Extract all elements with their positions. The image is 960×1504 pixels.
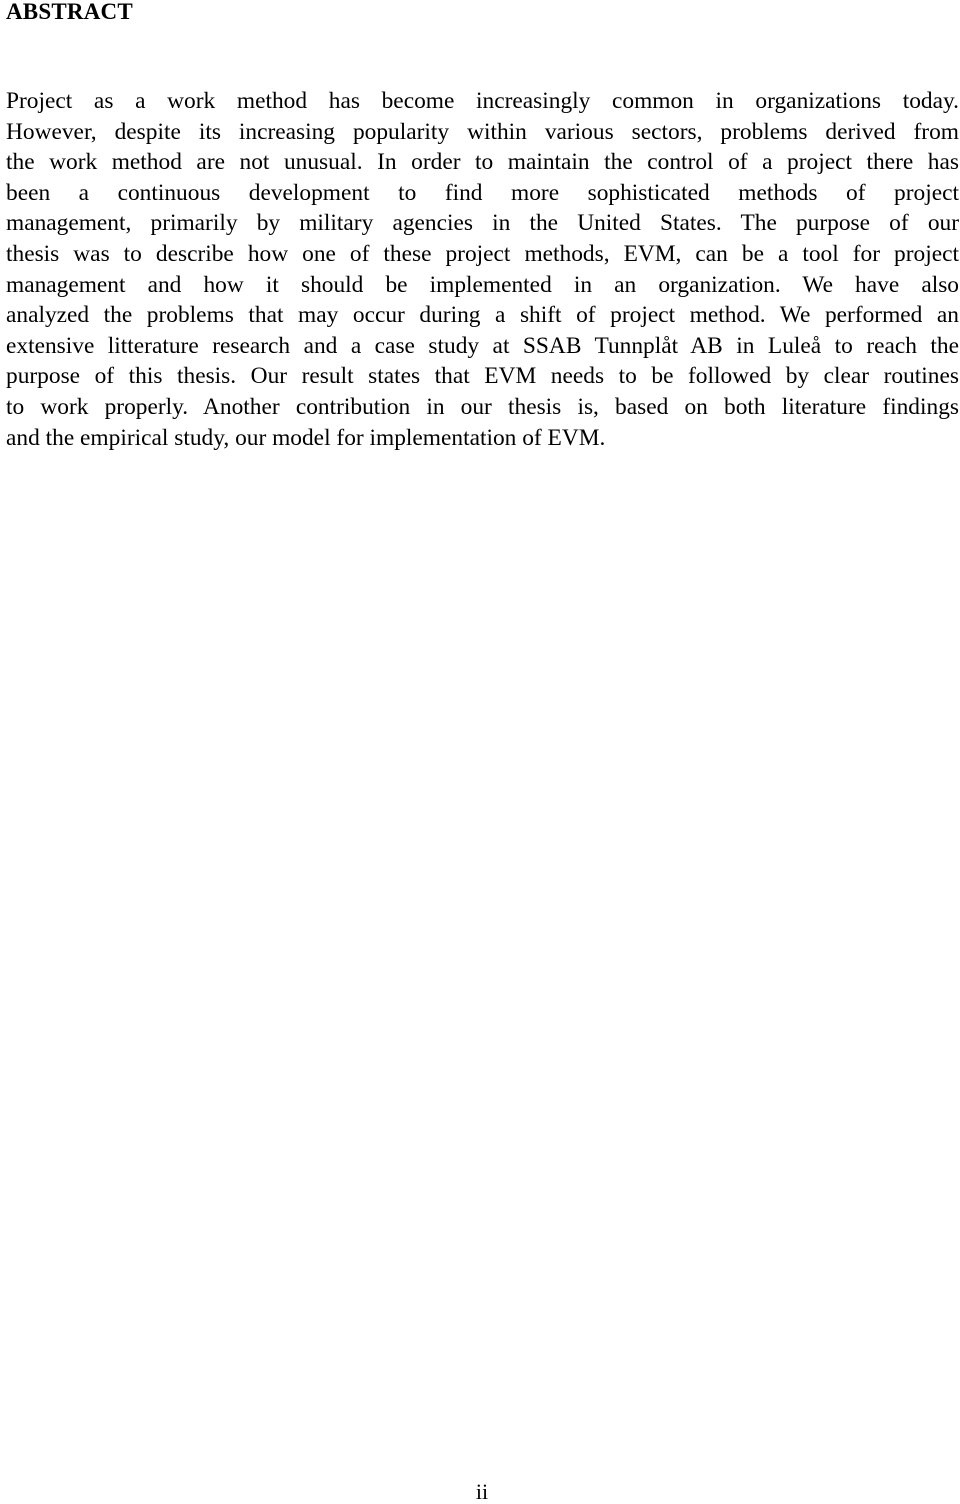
abstract-line: to work properly. Another contribution in our thesis is, based on both literature findings xyxy=(6,393,959,420)
abstract-line: been a continuous development to find more sophisticated methods of project xyxy=(6,179,959,206)
abstract-line: the work method are not unusual. In order to maintain the control of a project there has xyxy=(6,149,959,176)
abstract-line: Project as a work method has become increasingly common in organizations today. xyxy=(6,88,959,114)
abstract-paragraph xyxy=(6,86,959,453)
abstract-line: purpose of this thesis. Our result states that EVM needs to be followed by clear routines xyxy=(6,363,959,390)
abstract-line: and the empirical study, our model for implementation of EVM. xyxy=(6,424,606,451)
abstract-line: thesis was to describe how one of these project methods, EVM, can be a tool for project xyxy=(6,240,959,267)
page-number: ii xyxy=(475,1479,489,1504)
abstract-line: analyzed the problems that may occur during a shift of project method. We performed an xyxy=(6,302,959,329)
abstract-line: extensive litterature research and a case study at SSAB Tunnplåt AB in Luleå to reach the xyxy=(6,332,959,359)
abstract-line: However, despite its increasing popularity within various sectors, problems derived from xyxy=(6,118,959,145)
abstract-heading: ABSTRACT xyxy=(6,0,133,24)
abstract-line: management, primarily by military agencies in the United States. The purpose of our xyxy=(6,210,959,237)
abstract-line: management and how it should be implemented in an organization. We have also xyxy=(6,271,959,298)
